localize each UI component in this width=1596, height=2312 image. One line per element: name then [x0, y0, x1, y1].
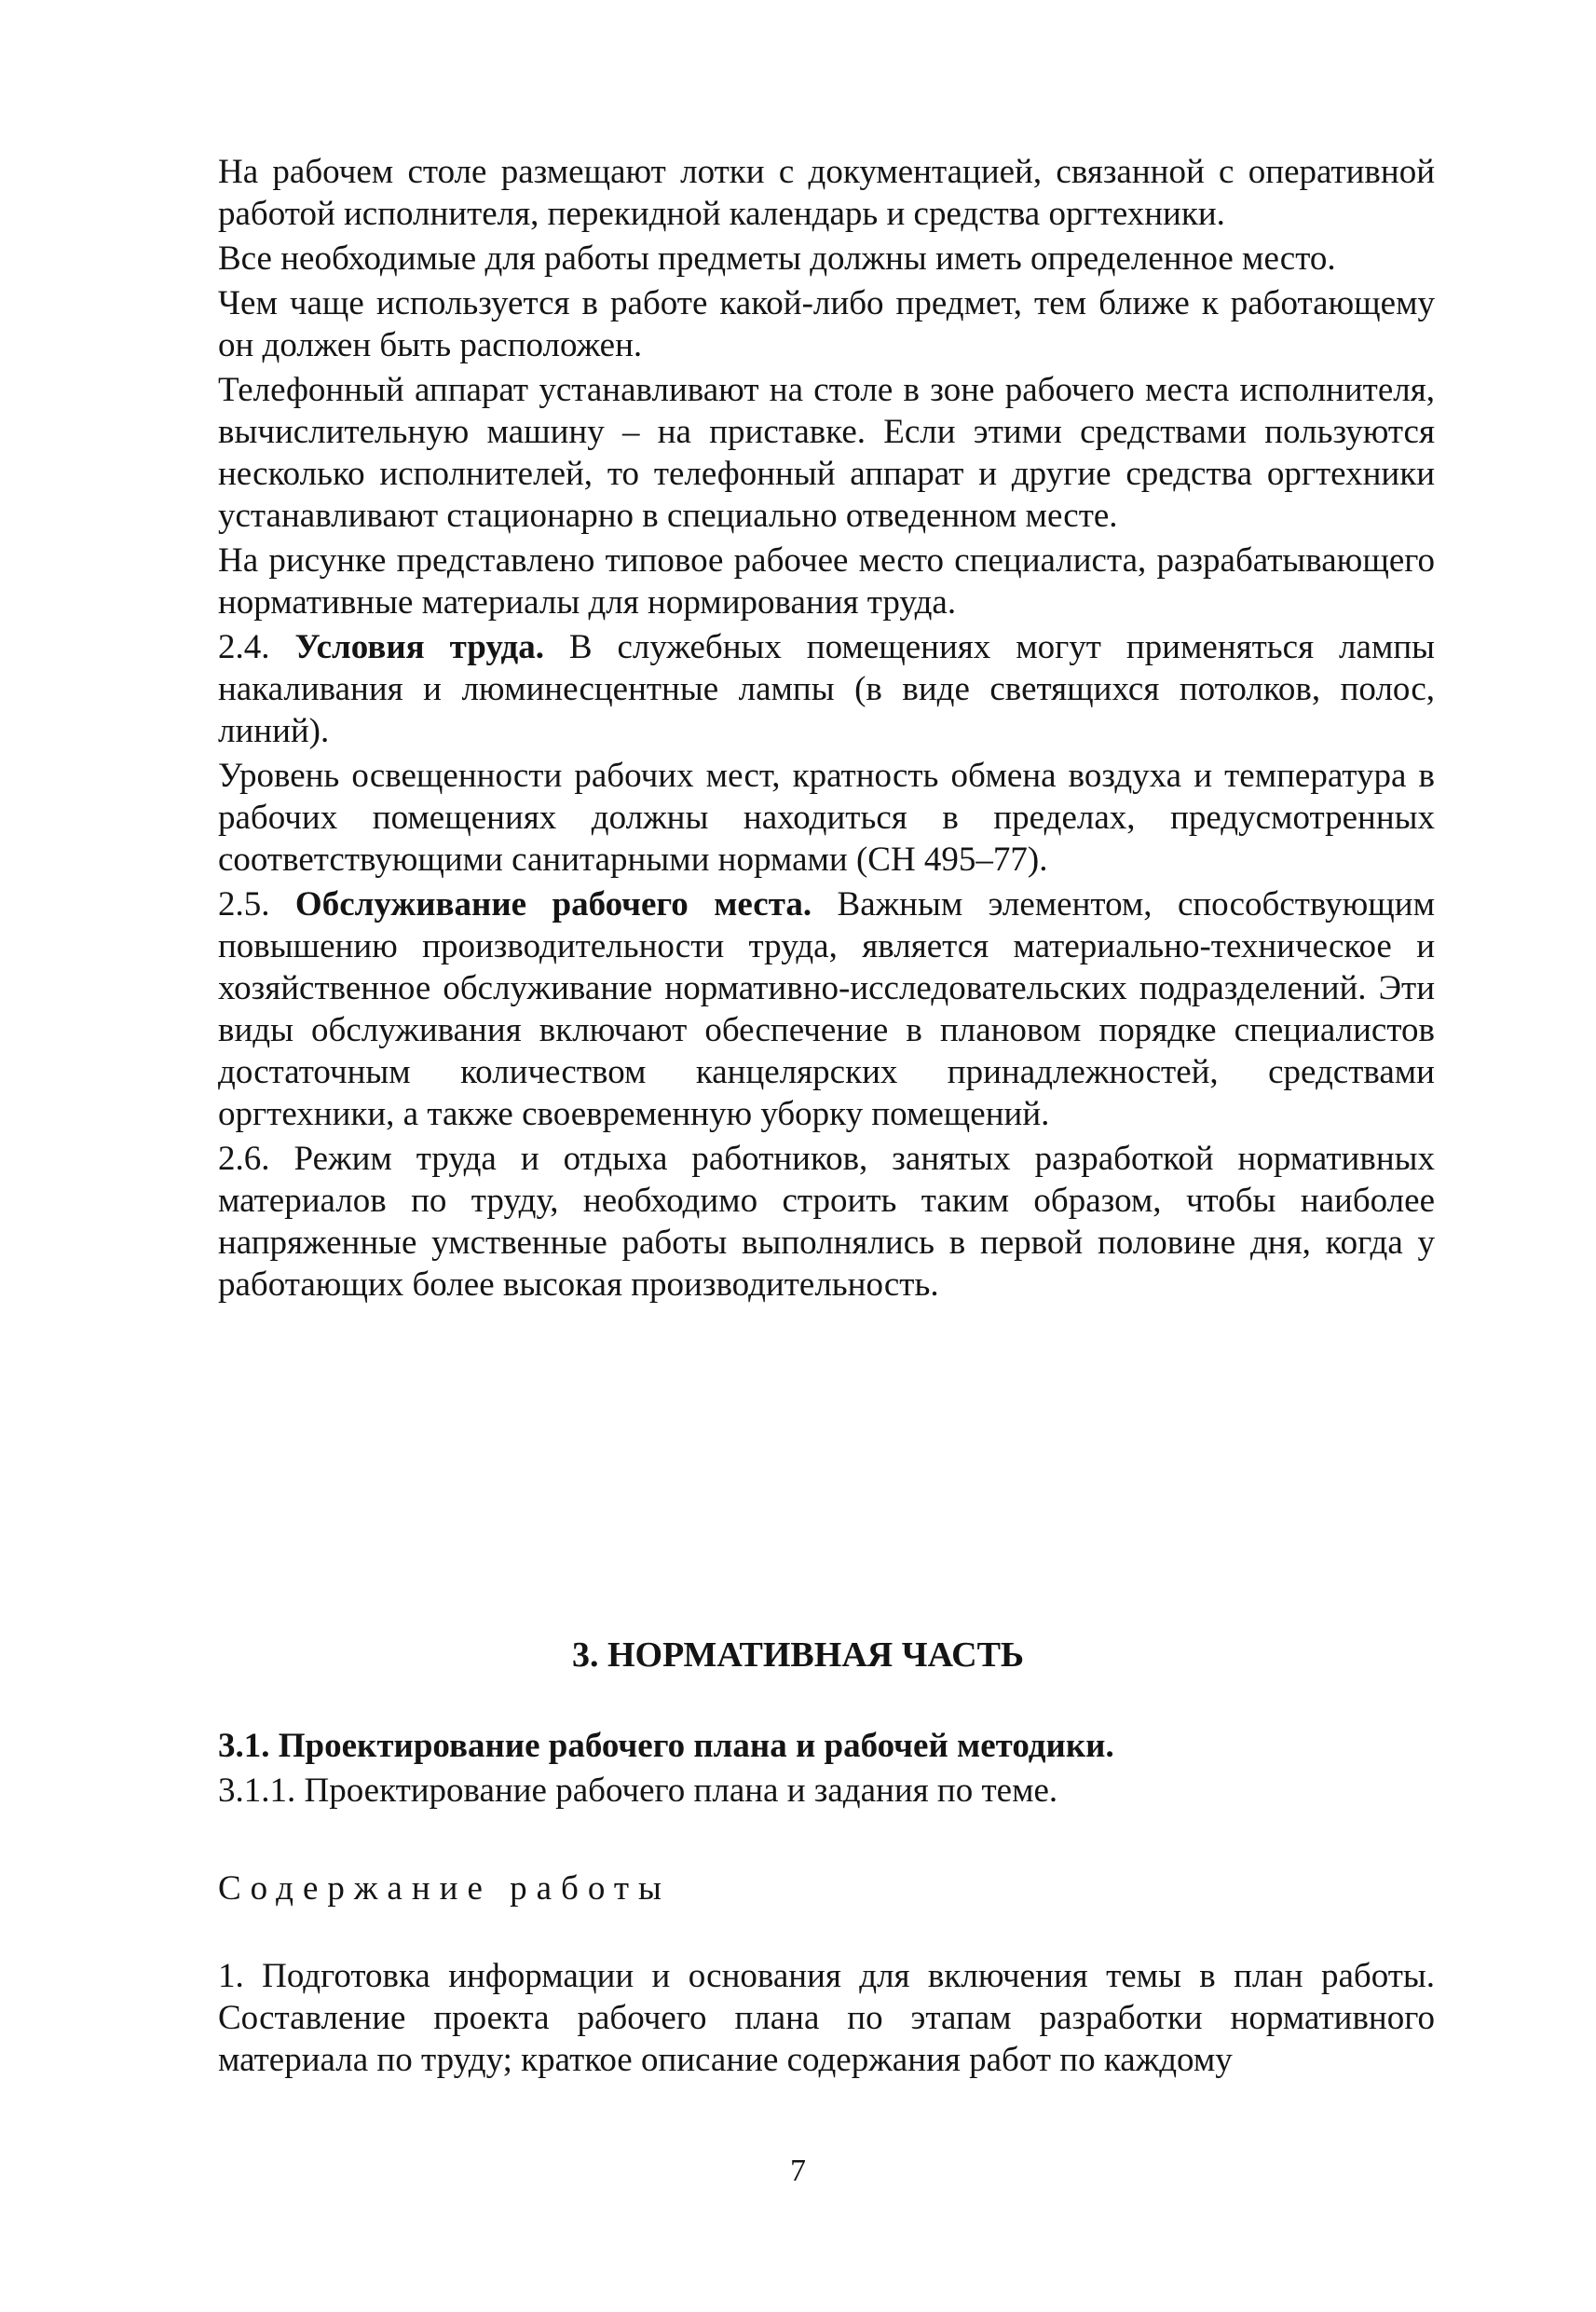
section-2-4-title: Условия труда.	[294, 628, 544, 666]
section-2-5-title: Обслуживание рабочего места.	[294, 885, 812, 923]
paragraph-items-place	[218, 238, 1435, 280]
paragraph-section-2-6	[218, 1138, 1435, 1306]
paragraph-figure-workplace-text: На рисунке представлено типовое рабочее место специалиста, разрабатывающего нормативные материалы для нормирования труда.	[218, 541, 1435, 622]
paragraph-lighting-level	[218, 755, 1435, 881]
paragraph-desk-trays-text: На рабочем столе размещают лотки с документацией, связанной с оперативной работой исполнителя, перекидной календарь и средства оргтехники.	[218, 153, 1435, 233]
section-2-5-number: 2.5.	[218, 885, 295, 923]
paragraph-items-place-text: Все необходимые для работы предметы должны иметь определенное место.	[218, 239, 1336, 278]
section-2-4-text: В служебных помещениях могут применяться лампы накаливания и люминесцентные лампы (в виде светящихся потолков, полос, линий).	[218, 628, 1436, 750]
paragraph-telephone	[218, 369, 1435, 537]
paragraph-frequent-use	[218, 282, 1435, 366]
paragraph-frequent-use-text: Чем чаще используется в работе какой-либо предмет, тем ближе к работающему он должен быть расположен.	[218, 284, 1435, 364]
subsection-3-1-1-title: 3.1.1. Проектирование рабочего плана и задания по теме.	[218, 1772, 1058, 1810]
body-text-block	[218, 151, 1435, 1308]
content-of-work-heading: Содержание работы	[218, 1869, 671, 1908]
paragraph-section-2-5	[218, 883, 1435, 1135]
paragraph-item-1	[218, 1955, 1435, 2081]
paragraph-telephone-text: Телефонный аппарат устанавливают на столе в зоне рабочего места исполнителя, вычислительную машину – на приставке. Если этими средствами пользуются несколько исполнителей, то телефонный аппарат и другие средства оргтехники устанавливают стационарно в специально отведенном месте.	[218, 371, 1435, 535]
section-2-4-number: 2.4.	[218, 628, 295, 666]
paragraph-figure-workplace	[218, 540, 1435, 623]
paragraph-desk-trays	[218, 151, 1435, 235]
section-3-item-block	[218, 1955, 1435, 2084]
paragraph-item-1-text: 1. Подготовка информации и основания для включения темы в план работы. Составление проекта рабочего плана по этапам разработки нормативного материала по труду; краткое описание содержания работ по каждому	[218, 1957, 1435, 2079]
subsection-3-1-title: 3.1. Проектирование рабочего плана и рабочей методики.	[218, 1727, 1114, 1765]
section-2-6-text: 2.6. Режим труда и отдыха работников, занятых разработкой нормативных материалов по труду, необходимо строить таким образом, чтобы наиболее напряженные умственные работы выполнялись в первой половине дня, когда у работающих более высокая производительность.	[218, 1140, 1435, 1304]
section-3-title: 3. НОРМАТИВНАЯ ЧАСТЬ	[571, 1635, 1025, 1675]
paragraph-lighting-level-text: Уровень освещенности рабочих мест, кратность обмена воздуха и температура в рабочих помещениях должны находиться в пределах, предусмотренных соответствующими санитарными нормами (СН 495–77).	[218, 757, 1435, 879]
page-number: 7	[790, 2154, 806, 2188]
section-3-subheadings	[218, 1724, 1435, 1813]
section-2-5-text: Важным элементом, способствующим повышению производительности труда, является материально-техническое и хозяйственное обслуживание нормативно-исследовательских подразделений. Эти виды обслуживания включают обеспечение в плановом порядке специалистов достаточным количеством канцелярских принадлежностей, средствами оргтехники, а также своевременную уборку помещений.	[218, 885, 1435, 1133]
paragraph-section-2-4	[218, 626, 1435, 752]
